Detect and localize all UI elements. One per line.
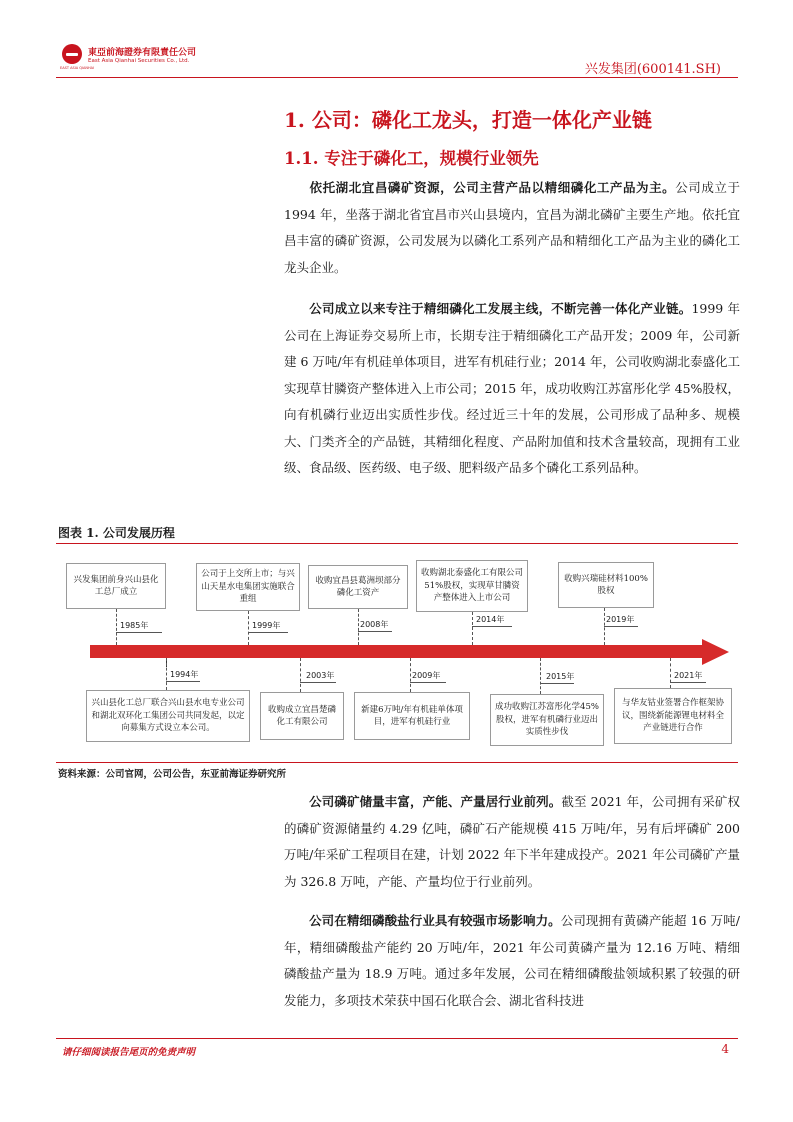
page-number: 4 [721, 1042, 729, 1056]
logo-tagline: EAST ASIA QIANHAI [60, 66, 95, 70]
paragraph-1 [284, 175, 740, 281]
paragraph-lead: 公司磷矿储量丰富，产能、产量居行业前列。 [309, 794, 562, 809]
year-underline [248, 632, 288, 633]
timeline-event-top: 收购宜昌县葛洲坝部分磷化工资产 [308, 565, 408, 609]
timeline-event-bottom: 新建6万吨/年有机硅单体项目，进军有机硅行业 [354, 692, 470, 740]
year-underline [358, 631, 392, 632]
timeline-connector [248, 611, 249, 645]
timeline-connector [410, 658, 411, 692]
year-underline [472, 626, 512, 627]
year-underline [410, 682, 446, 683]
company-logo-icon [62, 44, 82, 64]
timeline-connector [472, 612, 473, 645]
year-underline [166, 681, 200, 682]
year-underline [604, 626, 638, 627]
figure-bottom-rule [56, 762, 738, 763]
paragraph-2 [284, 296, 740, 482]
timeline-connector [116, 609, 117, 645]
timeline-event-top: 兴发集团前身兴山县化工总厂成立 [66, 563, 166, 609]
timeline-year: 2008年 [360, 620, 389, 629]
timeline-year: 2003年 [306, 671, 335, 680]
timeline-event-bottom: 与华友钴业签署合作框架协议，围绕新能源锂电材料全产业链进行合作 [614, 688, 732, 744]
timeline-year: 2021年 [674, 671, 703, 680]
timeline-year: 2015年 [546, 672, 575, 681]
timeline-arrow-bar [90, 645, 702, 658]
timeline-connector [670, 658, 671, 688]
timeline-event-bottom: 兴山县化工总厂联合兴山县水电专业公司和湖北双环化工集团公司共同发起，以定向募集方式设立本公司。 [86, 690, 250, 742]
timeline-year: 1985年 [120, 621, 149, 630]
figure-title: 图表 1. 公司发展历程 [58, 526, 175, 540]
timeline-year: 2009年 [412, 671, 441, 680]
timeline-year: 1994年 [170, 670, 199, 679]
paragraph-body: 1999 年公司在上海证券交易所上市，长期专注于精细磷化工产品开发；2009 年，公司新建 6 万吨/年有机硅单体项目，进军有机硅行业；2014 年，公司收购湖北泰盛化工实现草甘膦资产整体进入上市公司；2015 年，成功收购江苏富彤化学 45%股权，向有机磷行业迈出实质性步伐。经过近三十年的发展，公司形成了品种多、规模大、门类齐全的产品链，其精细化程度、产品附加值和技术含量较高，现拥有工业级、食品级、医药级、电子级、肥料级产品多个磷化工系列品种。 [284, 301, 740, 475]
paragraph-lead: 依托湖北宜昌磷矿资源，公司主营产品以精细磷化工产品为主。 [309, 180, 676, 195]
section-heading: 1. 公司：磷化工龙头，打造一体化产业链 [284, 108, 652, 132]
paragraph-3 [284, 789, 740, 895]
subsection-heading: 1.1. 专注于磷化工，规模行业领先 [284, 149, 539, 168]
timeline-connector [358, 609, 359, 645]
year-underline [670, 682, 706, 683]
timeline-event-bottom: 收购成立宜昌楚磷化工有限公司 [260, 692, 344, 740]
header-divider [56, 77, 738, 78]
year-underline [116, 632, 162, 633]
timeline-event-top: 收购湖北泰盛化工有限公司51%股权，实现草甘膦资产整体进入上市公司 [416, 560, 528, 612]
report-subject: 兴发集团(600141.SH) [584, 62, 721, 77]
timeline-year: 2014年 [476, 615, 505, 624]
paragraph-body: 公司成立于 1994 年，坐落于湖北省宜昌市兴山县境内，宜昌为湖北磷矿主要生产地。依托宜昌丰富的磷矿资源，公司发展为以磷化工系列产品和精细化工产品为主业的磷化工龙头企业。 [284, 180, 740, 275]
paragraph-body: 公司现拥有黄磷产能超 16 万吨/年，精细磷酸盐产能约 20 万吨/年，2021 年公司黄磷产量为 12.16 万吨、精细磷酸盐产量为 18.9 万吨。通过多年发展，公司在精细磷酸盐领域积累了较强的研发能力，多项技术荣获中国石化联合会、湖北省科技进 [284, 913, 740, 1008]
timeline-connector [166, 658, 167, 690]
paragraph-lead: 公司成立以来专注于精细磷化工发展主线，不断完善一体化产业链。 [309, 301, 692, 316]
company-name-cn: 東亞前海證券有限責任公司 [88, 48, 197, 58]
timeline-year: 1999年 [252, 621, 281, 630]
timeline-arrow-head-icon [702, 639, 729, 665]
footer-disclaimer: 请仔细阅读报告尾页的免责声明 [62, 1047, 196, 1058]
timeline-event-top: 收购兴瑞硅材料100%股权 [558, 562, 654, 608]
figure-top-rule [56, 543, 738, 544]
figure-source: 资料来源：公司官网，公司公告，东亚前海证券研究所 [58, 769, 287, 780]
paragraph-lead: 公司在精细磷酸盐行业具有较强市场影响力。 [309, 913, 561, 928]
year-underline [300, 682, 336, 683]
year-underline [540, 683, 574, 684]
paragraph-body: 截至 2021 年，公司拥有采矿权的磷矿资源储量约 4.29 亿吨，磷矿石产能规模 415 万吨/年，另有后坪磷矿 200 万吨/年采矿工程项目在建，计划 2022 年下半年建成投产。2021 年公司磷矿产量为 326.8 万吨，产能、产量均位于行业前列。 [284, 794, 740, 889]
timeline-year: 2019年 [606, 615, 635, 624]
timeline-connector [540, 658, 541, 694]
paragraph-4 [284, 908, 740, 1014]
timeline-event-top: 公司于上交所上市；与兴山天星水电集团实施联合重组 [196, 563, 300, 611]
company-name-en: East Asia Qianhai Securities Co., Ltd. [88, 58, 190, 64]
timeline-connector [300, 658, 301, 692]
timeline-event-bottom: 成功收购江苏富彤化学45%股权，进军有机磷行业迈出实质性步伐 [490, 694, 604, 746]
footer-divider [56, 1038, 738, 1039]
